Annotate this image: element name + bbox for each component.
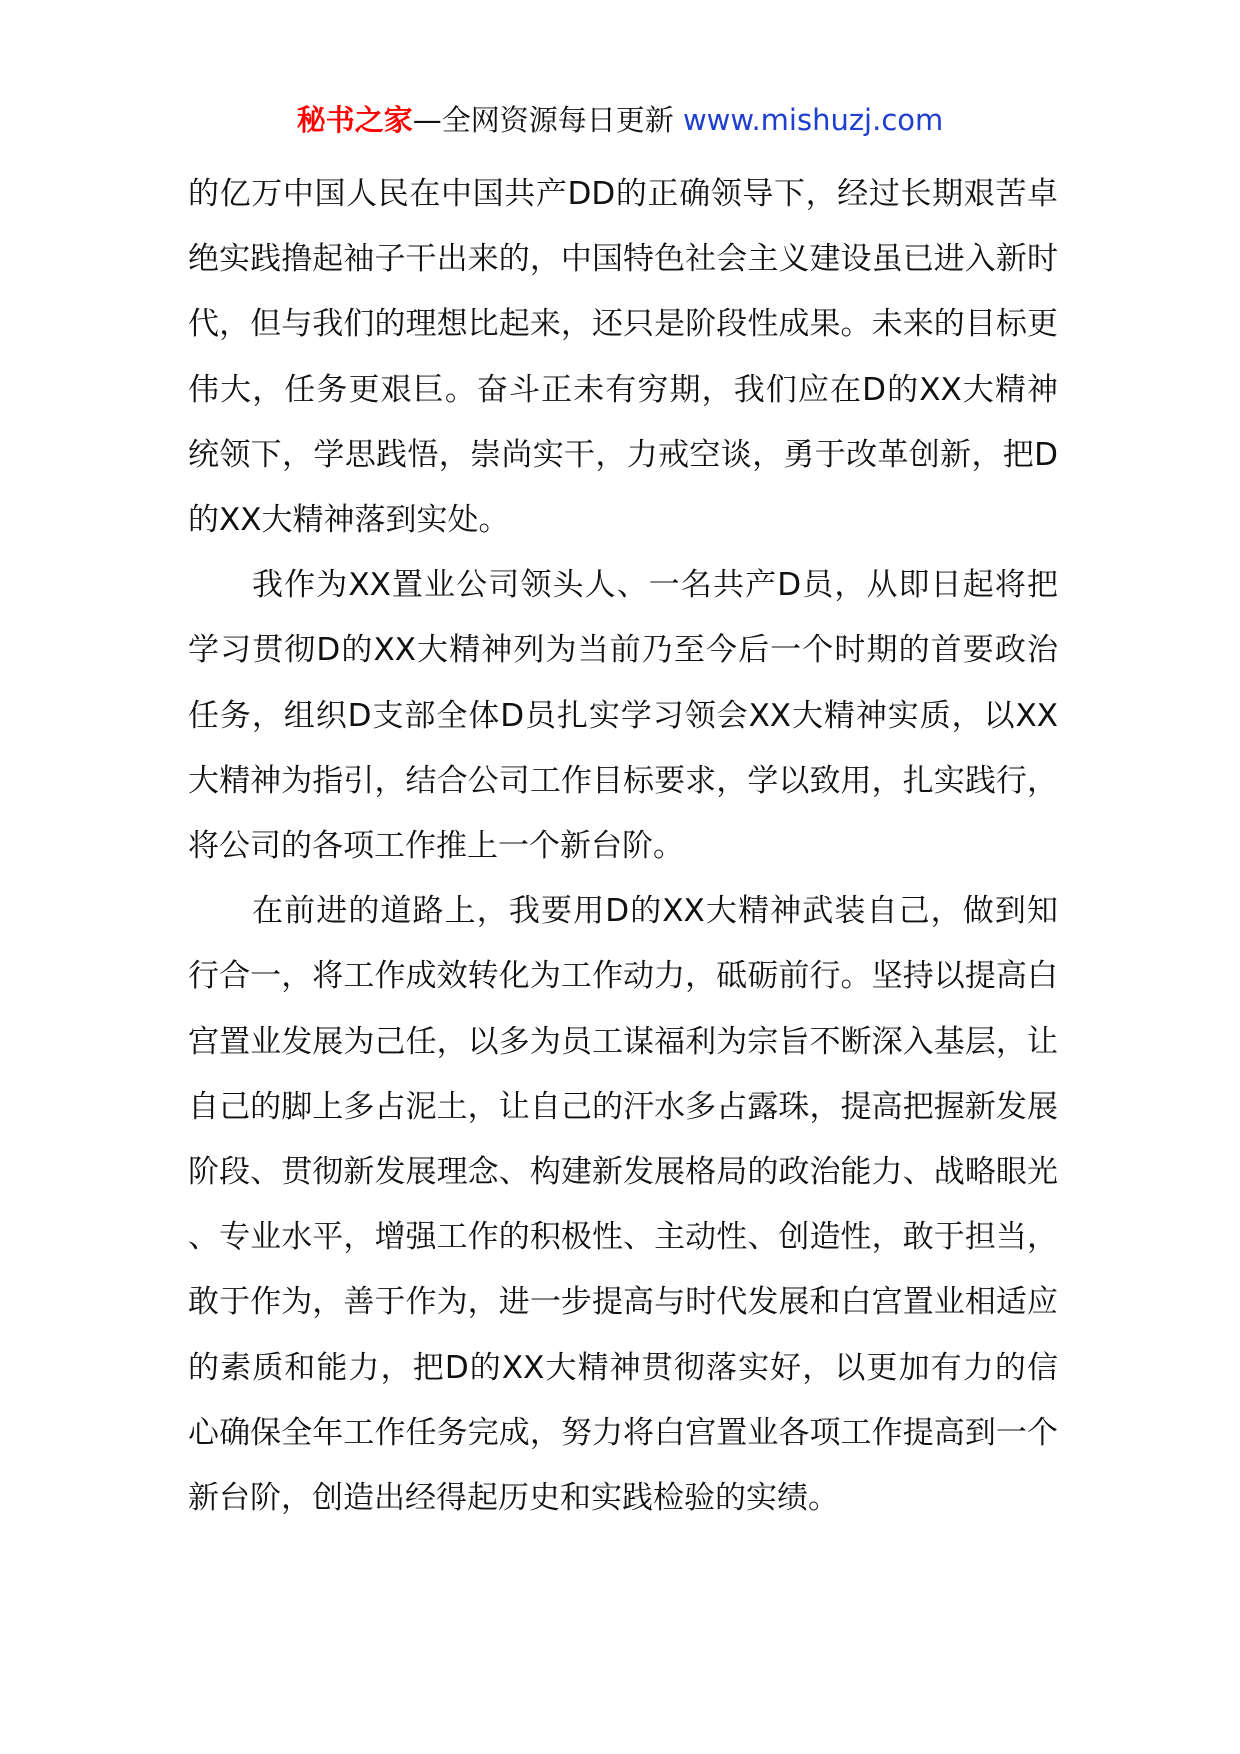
document-body [188,162,1058,1531]
paragraph-1: 的亿万中国人民在中国共产DD的正确领导下，经过长期艰苦卓绝实践撸起袖子干出来的，中国特色社会主义建设虽已进入新时代，但与我们的理想比起来，还只是阶段性成果。未来的目标更伟大，任务更艰巨。奋斗正未有穷期，我们应在D的XX大精神统领下，学思践悟，崇尚实干，力戒空谈，勇于改革创新，把D的XX大精神落到实处。 [188,176,1058,539]
page-header [0,100,1240,140]
site-url-link[interactable]: www.mishuzj.com [682,103,944,137]
paragraph-2: 我作为XX置业公司领头人、一名共产D员，从即日起将把学习贯彻D的XX大精神列为当前乃至今后一个时期的首要政治任务，组织D支部全体D员扎实学习领会XX大精神实质，以XX大精神为指引，结合公司工作目标要求，学以致用，扎实践行，将公司的各项工作推上一个新台阶。 [188,567,1058,865]
brand-name: 秘书之家 [296,103,413,137]
header-slogan: —全网资源每日更新 [412,103,674,137]
paragraph-3: 在前进的道路上，我要用D的XX大精神武装自己，做到知行合一，将工作成效转化为工作动力，砥砺前行。坚持以提高白宫置业发展为己任，以多为员工谋福利为宗旨不断深入基层，让自己的脚上多占泥土，让自己的汗水多占露珠，提高把握新发展阶段、贯彻新发展理念、构建新发展格局的政治能力、战略眼光、专业水平，增强工作的积极性、主动性、创造性，敢于担当，敢于作为，善于作为，进一步提高与时代发展和白宫置业相适应的素质和能力，把D的XX大精神贯彻落实好，以更加有力的信心确保全年工作任务完成，努力将白宫置业各项工作提高到一个新台阶，创造出经得起历史和实践检验的实绩。 [188,893,1058,1517]
